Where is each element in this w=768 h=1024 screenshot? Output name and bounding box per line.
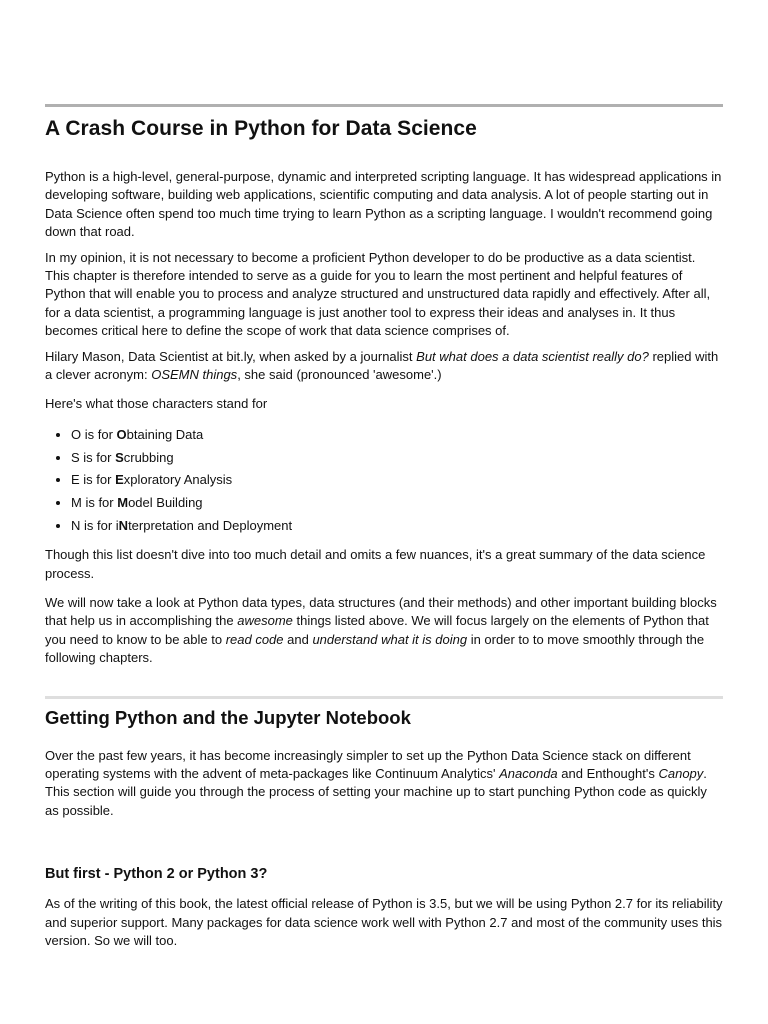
list-item [71, 517, 723, 535]
italic-understand: understand what it is doing [312, 631, 468, 647]
text-run: , she said (pronounced 'awesome'.) [237, 367, 442, 383]
list-item [71, 449, 723, 467]
intro-paragraph: Python is a high-level, general-purpose, dynamic and interpreted scripting language. It has widespread applications in developing software, building web applications, scientific computing and data analysis. A lot of people starting out in Data Science often spend too much time trying to learn Python as a scripting language. I wouldn't recommend going down that road. [45, 169, 722, 240]
version-paragraph: As of the writing of this book, the latest official release of Python is 3.5, but we will be using Python 2.7 for its reliability and superior support. Many packages for data science work well with Python 2.7 and most of the community uses this version. So we will too. [45, 896, 723, 948]
list-item-prefix: E is for [71, 472, 116, 488]
list-item-letter: S [115, 449, 124, 465]
italic-awesome: awesome [237, 613, 293, 629]
list-item [71, 426, 723, 444]
section-divider [45, 696, 723, 699]
list-item-rest: xploratory Analysis [123, 472, 233, 488]
list-item [71, 494, 723, 512]
section-heading: Getting Python and the Jupyter Notebook [45, 706, 411, 728]
chapter-title: A Crash Course in Python for Data Science [45, 117, 477, 140]
list-item-letter: E [115, 472, 124, 488]
text-run: in order to to move smoothly through the following chapters. [45, 631, 705, 666]
italic-acronym: OSEMN things [151, 367, 238, 383]
list-item-prefix: M is for [71, 494, 118, 510]
text-run: and [283, 631, 313, 647]
text-run: and Enthought's [557, 765, 659, 781]
italic-anaconda: Anaconda [499, 765, 558, 781]
setup-paragraph [45, 747, 723, 821]
list-item-prefix: S is for [71, 449, 116, 465]
text-run: . This section will guide you through the process of setting your machine up to start punching Python code as quickly as possible. [45, 765, 707, 818]
italic-read-code: read code [225, 631, 284, 647]
list-item-prefix: N is for i [71, 517, 119, 533]
hilary-mason-paragraph [45, 348, 723, 385]
italic-quote: But what does a data scientist really do? [416, 348, 649, 364]
opinion-paragraph: In my opinion, it is not necessary to become a proficient Python developer to do be productive as a data scientist. This chapter is therefore intended to serve as a guide for you to learn the most pertinent and helpful features of Python that will enable you to process and analyze structured and unstructured data rapidly and effectively. After all, for a data scientist, a programming language is just another tool to express their ideas and analyses in. It thus becomes critical here to define the scope of work that data science comprises of. [45, 249, 711, 339]
list-item-rest: btaining Data [126, 426, 204, 442]
summary-paragraph: Though this list doesn't dive into too much detail and omits a few nuances, it's a great summary of the data science process. [45, 547, 706, 581]
osemn-list [45, 426, 723, 535]
italic-canopy: Canopy [658, 765, 704, 781]
text-run: We will now take a look at Python data types, data structures (and their methods) and other important building blocks that help us in accomplishing the [45, 594, 717, 629]
list-item-prefix: O is for [71, 426, 117, 442]
text-run: Over the past few years, it has become increasingly simpler to set up the Python Data Science stack on different operating systems with the advent of meta-packages like Continuum Analytics' [45, 747, 691, 781]
list-item-letter: O [116, 426, 127, 442]
subsection-heading: But first - Python 2 or Python 3? [45, 866, 268, 883]
list-item-rest: crubbing [123, 449, 174, 465]
text-run: things listed above. We will focus largely on the elements of Python that you need to know to be able to [45, 613, 709, 647]
list-item [71, 471, 723, 489]
text-run: replied with a clever acronym: [45, 348, 719, 383]
list-item-rest: terpretation and Deployment [128, 517, 293, 533]
characters-intro: Here's what those characters stand for [45, 396, 268, 412]
document-content [45, 104, 723, 950]
section-divider [45, 104, 723, 107]
list-item-letter: M [117, 494, 129, 510]
text-run: Hilary Mason, Data Scientist at bit.ly, when asked by a journalist [45, 348, 417, 364]
overview-paragraph [45, 594, 723, 668]
list-item-rest: odel Building [128, 494, 203, 510]
list-item-letter: N [118, 517, 129, 533]
